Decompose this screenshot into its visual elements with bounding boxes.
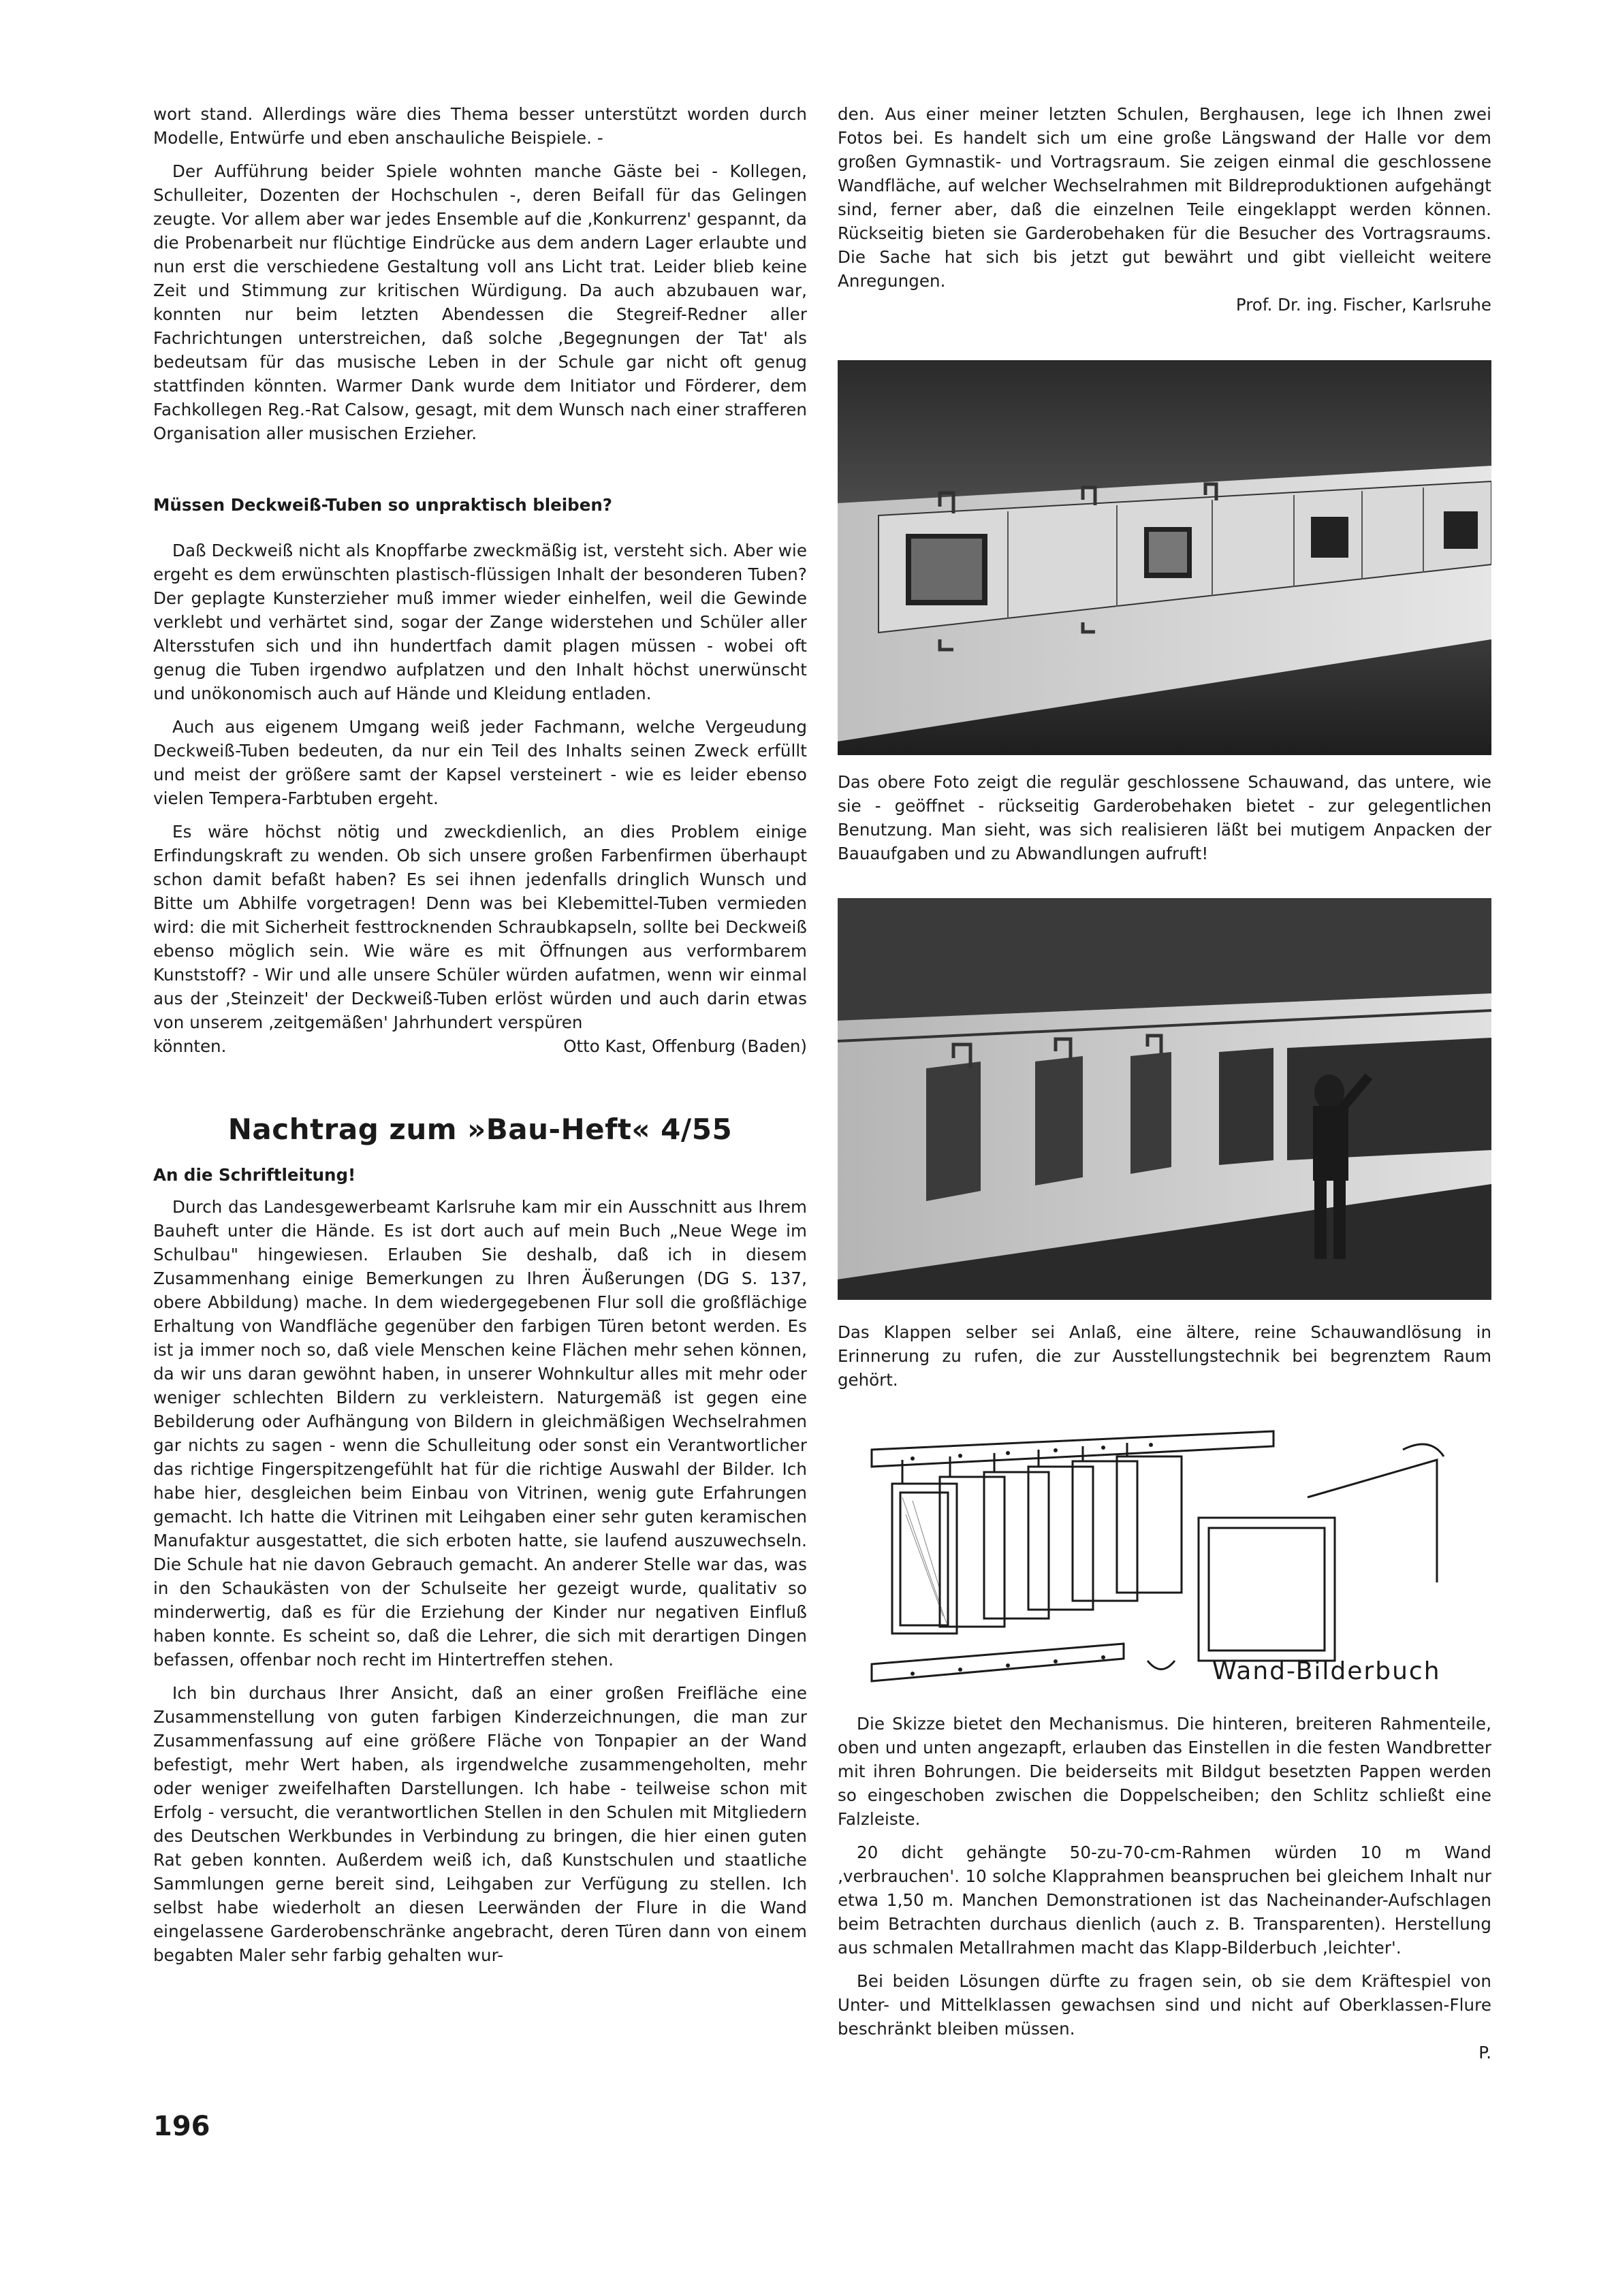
signature-fischer (838, 293, 1491, 317)
caption-photos: Das obere Foto zeigt die regulär geschlossene Schauwand, das untere, wie sie - geöffnet - rückseitig Garderobehaken bietet - zur gelegentlichen Benutzung. Man sieht, was sich realisieren läßt bei mutigem Anpacken der Bauaufgaben und zu Abwandlungen aufruft! (838, 772, 1491, 863)
signature-kast-author: Otto Kast, Offenburg (Baden) (563, 1036, 807, 1056)
sketch-label: Wand-Bilderbuch (1212, 1657, 1441, 1685)
paragraph-tuben-1: Daß Deckweiß nicht als Knopffarbe zweckmäßig ist, versteht sich. Aber wie ergeht es dem erwünschten plastisch-flüssigen Inhalt der besonderen Tuben? Der geplagte Kunsterzieher muß immer wieder einhelfen, weil die Gewinde verklebt und verhärtet sind, sogar der Zange widerstehen und Schüler aller Altersstufen sich und ihn hundertfach damit plagen müssen - wobei oft genug die Tuben irgendwo aufplatzen und den Inhalt höchst unerwünscht und unökonomisch auch auf Hände und Kleidung entladen. (153, 541, 807, 703)
heading-nachtrag: Nachtrag zum »Bau-Heft« 4/55 (227, 1113, 733, 1146)
paragraph-nachtrag-2: Ich bin durchaus Ihrer Ansicht, daß an einer großen Freifläche eine Zusammenstellung von guten farbigen Kinderzeichnungen, die man zur Zusammenfassung auf eine größere Fläche von Tonpapier an der Wand befestigt, mehr Wert haben, als irgendwelche zusammengeholten, mehr oder weniger zweifelhaften Darstellungen. Ich habe - teilweise schon mit Erfolg - versucht, die verantwortlichen Stellen in den Schulen mit Mitgliedern des Deutschen Werkbundes in Verbindung zu bringen, die hier einen guten Rat geben konnten. Außerdem weiß ich, daß Kunstschulen und staatliche Sammlungen gerne bereit sind, Leihgaben zur Verfügung zu stellen. Ich selbst habe wiederholt an diesen Leerwänden der Flure in die Wand eingelassene Garderobenschränke angebracht, deren Türen dann von einem begabten Maler sehr farbig gehalten wur- (153, 1683, 807, 1965)
paragraph-tuben-2: Auch aus eigenem Umgang weiß jeder Fachmann, welche Vergeudung Deckweiß-Tuben bedeuten, da nur ein Teil des Inhalts seinen Zweck erfüllt und meist der größere samt der Kapsel versteinert - wie es leider ebenso vielen Tempera-Farbtuben ergeht. (153, 717, 807, 808)
paragraph-intro: wort stand. Allerdings wäre dies Thema besser unterstützt worden durch Modelle, Entwürfe und eben anschauliche Beispiele. - (153, 104, 807, 148)
signature-fischer-author: Prof. Dr. ing. Fischer, Karlsruhe (1235, 295, 1491, 315)
photo-open-wall (838, 898, 1491, 1300)
photo-closed-wall (838, 360, 1491, 755)
photo-closed-wall-image (838, 360, 1491, 755)
paragraph-tuben-3: Es wäre höchst nötig und zweckdienlich, an dies Problem einige Erfindungskraft zu wenden. Ob sich unsere großen Farbenfirmen überhaupt schon damit befaßt haben? Es sei ihnen jedenfalls dringlich Wunsch und Bitte um Abhilfe vorgetragen! Denn was bei Klebemittel-Tuben vermieden wird: die mit Sicherheit festtrocknenden Schraubkapseln, sollte bei Deckweiß ebenso möglich sein. Wie wäre es mit Öffnungen aus verformbarem Kunststoff? - Wir und alle unsere Schüler würden aufatmen, wenn wir einmal aus der ‚Steinzeit' der Deckweiß-Tuben erlöst würden und auch darin etwas von unserem ‚zeitgemäßen' Jahrhundert verspüren (153, 822, 807, 1032)
heading-schriftleitung: An die Schriftleitung! (153, 1165, 356, 1185)
photo-open-wall-image (838, 898, 1491, 1300)
sketch-wand-bilderbuch-drawing (838, 1419, 1491, 1698)
caption-klappen: Das Klappen selber sei Anlaß, eine ältere, reine Schauwandlösung in Erinnerung zu rufen, die zur Ausstellungstechnik bei begrenztem Raum gehört. (838, 1322, 1491, 1390)
signature-p (838, 2041, 1491, 2064)
signature-p-author: P. (1478, 2043, 1491, 2062)
paragraph-berghausen: den. Aus einer meiner letzten Schulen, Berghausen, lege ich Ihnen zwei Fotos bei. Es handelt sich um eine große Längswand der Halle vor dem großen Gymnastik- und Vortragsraum. Sie zeigen einmal die geschlossene Wandfläche, auf welcher Wechselrahmen mit Bildreproduktionen aufgehängt sind, ferner aber, daß die einzelnen Teile eingeklappt werden können. Rückseitig bieten sie Garderobehaken für die Besucher des Vortragsraums. Die Sache hat sich bis jetzt gut bewährt und gibt vielleicht weitere Anregungen. (838, 104, 1491, 291)
right-column (838, 102, 1491, 2064)
paragraph-rahmen: 20 dicht gehängte 50-zu-70-cm-Rahmen würden 10 m Wand ‚verbrauchen'. 10 solche Klapprahmen beanspruchen bei gleichem Inhalt nur etwa 1,50 m. Manchen Demonstrationen ist das Nacheinander-Aufschlagen beim Betrachten durchaus dienlich (auch z. B. Transparenten). Herstellung aus schmalen Metallrahmen macht das Klapp-Bilderbuch ‚leichter'. (838, 1843, 1491, 1958)
paragraph-nachtrag-1: Durch das Landesgewerbeamt Karlsruhe kam mir ein Ausschnitt aus Ihrem Bauheft unter die Hände. Es ist dort auch auf mein Buch „Neue Wege im Schulbau" hingewiesen. Erlauben Sie deshalb, daß ich in diesem Zusammenhang einige Bemerkungen zu Ihren Äußerungen (DG S. 137, obere Abbildung) mache. In dem wiedergegebenen Flur soll die großflächige Erhaltung von Wandfläche gegenüber den farbigen Türen betont werden. Es ist ja immer noch so, daß viele Menschen keine Flächen mehr sehen können, da wir uns daran gewöhnt haben, in unserer Wohnkultur alles mit mehr oder weniger schlechten Bildern zu verkleistern. Naturgemäß ist gegen eine Bebilderung oder Aufhängung von Bildern in gleichmäßigen Wechselrahmen gar nichts zu sagen - wenn die Schulleitung oder sonst ein Verantwortlicher das richtige Fingerspitzengefühlt hat für die richtige Auswahl der Bilder. Ich habe hier, desgleichen beim Einbau von Vitrinen, wenig gute Erfahrungen gemacht. Ich hatte die Vitrinen mit Leihgaben einer sehr guten keramischen Manufaktur ausgestattet, die sich erboten hatte, sie laufend auszuwechseln. Die Schule hat nie davon Gebrauch gemacht. An anderer Stelle war das, was in den Schaukästen von der Schulseite her gezeigt wurde, qualitativ so minderwertig, daß es für die Erziehung der Kinder nur negativen Einfluß haben konnte. Es scheint so, daß die Lehrer, die sich mit derartigen Dingen befassen, offenbar noch recht im Hintertreffen stehen. (153, 1197, 807, 1670)
paragraph-skizze: Die Skizze bietet den Mechanismus. Die hinteren, breiteren Rahmenteile, oben und unten angezapft, erlauben das Einstellen in die festen Wandbretter mit ihren Bohrungen. Die beiderseits mit Bildgut besetzten Pappen werden so eingeschoben zwischen die Doppelscheiben; den Schlitz schließt eine Falzleiste. (838, 1714, 1491, 1829)
paragraph-final: Bei beiden Lösungen dürfte zu fragen sein, ob sie dem Kräftespiel von Unter- und Mittelklassen gewachsen sind und nicht auf Oberklassen-Flure beschränkt bleiben müssen. (838, 1971, 1491, 2039)
signature-kast (153, 1034, 807, 1058)
left-column (153, 102, 807, 1967)
page-number: 196 (153, 2111, 210, 2142)
sketch-wand-bilderbuch (838, 1419, 1491, 1698)
signature-kast-left: könnten. (153, 1036, 227, 1056)
heading-deckweiss-tuben: Müssen Deckweiß-Tuben so unpraktisch bleiben? (153, 495, 612, 515)
paragraph-auffuehrung: Der Aufführung beider Spiele wohnten manche Gäste bei - Kollegen, Schulleiter, Dozenten der Hochschulen -, deren Beifall für das Gelingen zeugte. Vor allem aber war jedes Ensemble auf die ‚Konkurrenz' gespannt, da die Probenarbeit nur flüchtige Eindrücke aus dem andern Lager erlaubte und nun erst die verschiedene Gestaltung voll ans Licht trat. Leider blieb keine Zeit und Stimmung zur kritischen Würdigung. Da auch abzubauen war, konnten nur beim letzten Abendessen die Stegreif-Redner aller Fachrichtungen unterstreichen, daß solche ‚Begegnungen der Tat' als bedeutsam für das musische Leben in der Schule gar nicht oft genug stattfinden könnten. Warmer Dank wurde dem Initiator und Förderer, dem Fachkollegen Reg.-Rat Calsow, gesagt, mit dem Wunsch nach einer strafferen Organisation aller musischen Erzieher. (153, 161, 807, 443)
